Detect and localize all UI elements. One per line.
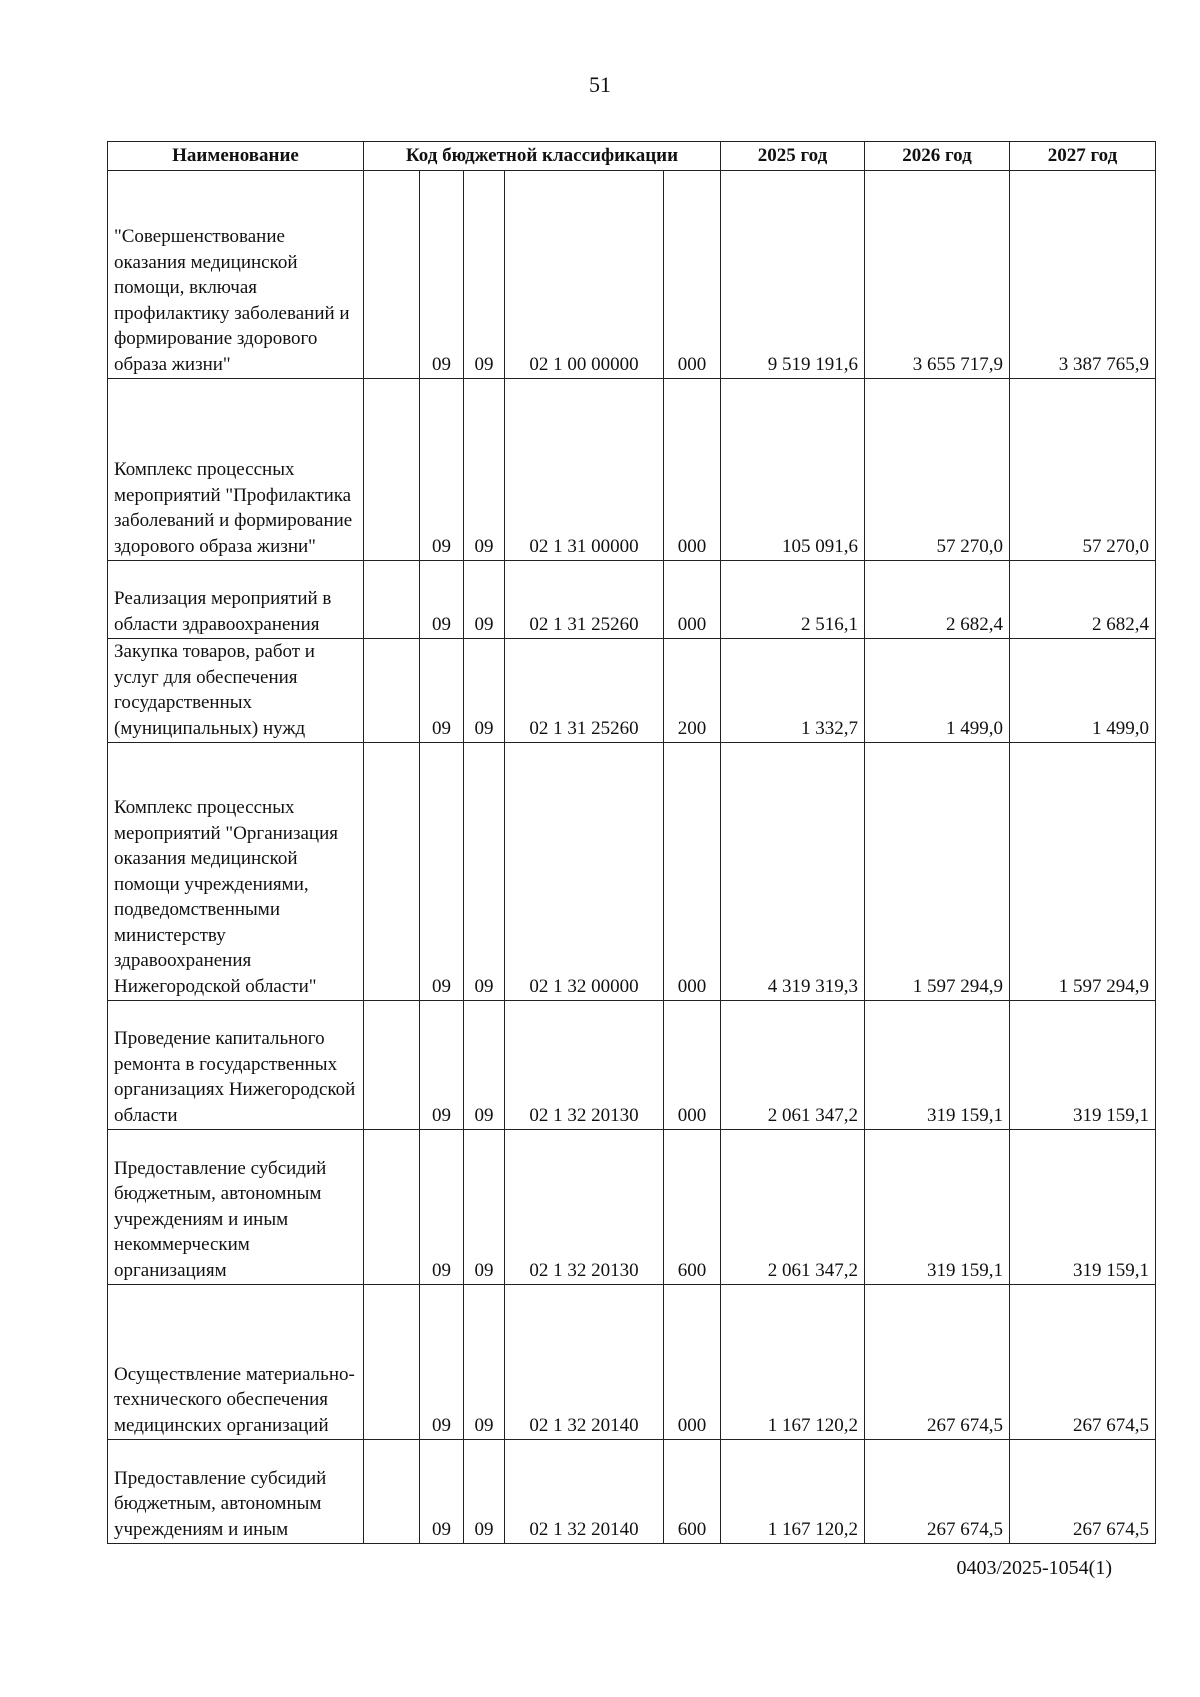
row-name: Предоставление субсидий бюджетным, автономным учреждениям и иным некоммерческим организациям xyxy=(108,1130,364,1285)
value-2027: 319 159,1 xyxy=(1010,1001,1156,1130)
row-name: Реализация мероприятий в области здравоохранения xyxy=(108,561,364,639)
table-body xyxy=(108,171,1156,1544)
code-subsection: 09 xyxy=(464,743,505,1001)
code-target: 02 1 32 20130 xyxy=(505,1130,664,1285)
header-2027: 2027 год xyxy=(1010,142,1156,171)
blank-cell xyxy=(364,379,420,561)
value-2025: 2 061 347,2 xyxy=(721,1130,865,1285)
table-row xyxy=(108,743,1156,1001)
value-2027: 267 674,5 xyxy=(1010,1440,1156,1544)
value-2026: 2 682,4 xyxy=(865,561,1010,639)
code-target: 02 1 32 20130 xyxy=(505,1001,664,1130)
value-2027: 3 387 765,9 xyxy=(1010,171,1156,379)
code-section: 09 xyxy=(420,1001,464,1130)
table-row xyxy=(108,561,1156,639)
code-section: 09 xyxy=(420,743,464,1001)
code-section: 09 xyxy=(420,171,464,379)
value-2027: 1 499,0 xyxy=(1010,639,1156,743)
value-2026: 3 655 717,9 xyxy=(865,171,1010,379)
code-target: 02 1 00 00000 xyxy=(505,171,664,379)
value-2025: 1 167 120,2 xyxy=(721,1285,865,1440)
row-name: Осуществление материально-технического обеспечения медицинских организаций xyxy=(108,1285,364,1440)
table-row xyxy=(108,379,1156,561)
table-row xyxy=(108,639,1156,743)
blank-cell xyxy=(364,561,420,639)
blank-cell xyxy=(364,1285,420,1440)
code-subsection: 09 xyxy=(464,1285,505,1440)
value-2025: 4 319 319,3 xyxy=(721,743,865,1001)
code-section: 09 xyxy=(420,1130,464,1285)
value-2025: 105 091,6 xyxy=(721,379,865,561)
row-name: Закупка товаров, работ и услуг для обеспечения государственных (муниципальных) нужд xyxy=(108,639,364,743)
row-name: "Совершенствование оказания медицинской помощи, включая профилактику заболеваний и формирование здорового образа жизни" xyxy=(108,171,364,379)
code-section: 09 xyxy=(420,561,464,639)
value-2026: 57 270,0 xyxy=(865,379,1010,561)
code-target: 02 1 31 00000 xyxy=(505,379,664,561)
code-subsection: 09 xyxy=(464,379,505,561)
budget-table xyxy=(107,141,1156,1544)
code-target: 02 1 32 20140 xyxy=(505,1440,664,1544)
header-name: Наименование xyxy=(108,142,364,171)
value-2027: 57 270,0 xyxy=(1010,379,1156,561)
document-code: 0403/2025-1054(1) xyxy=(956,1557,1112,1579)
header-code: Код бюджетной классификации xyxy=(364,142,721,171)
table-row xyxy=(108,1001,1156,1130)
value-2026: 1 499,0 xyxy=(865,639,1010,743)
code-section: 09 xyxy=(420,639,464,743)
table-row xyxy=(108,171,1156,379)
value-2025: 1 332,7 xyxy=(721,639,865,743)
row-name: Комплекс процессных мероприятий "Профилактика заболеваний и формирование здорового образа жизни" xyxy=(108,379,364,561)
code-subsection: 09 xyxy=(464,171,505,379)
code-subsection: 09 xyxy=(464,1001,505,1130)
blank-cell xyxy=(364,639,420,743)
code-section: 09 xyxy=(420,1285,464,1440)
code-subsection: 09 xyxy=(464,1440,505,1544)
table-header-row xyxy=(108,142,1156,171)
blank-cell xyxy=(364,743,420,1001)
blank-cell xyxy=(364,1001,420,1130)
value-2026: 267 674,5 xyxy=(865,1285,1010,1440)
code-expense-type: 000 xyxy=(664,1001,721,1130)
code-target: 02 1 31 25260 xyxy=(505,561,664,639)
page-number: 51 xyxy=(589,72,611,97)
table-row xyxy=(108,1130,1156,1285)
table-row xyxy=(108,1285,1156,1440)
code-expense-type: 000 xyxy=(664,379,721,561)
value-2026: 319 159,1 xyxy=(865,1130,1010,1285)
value-2025: 1 167 120,2 xyxy=(721,1440,865,1544)
value-2025: 9 519 191,6 xyxy=(721,171,865,379)
value-2026: 267 674,5 xyxy=(865,1440,1010,1544)
code-target: 02 1 31 25260 xyxy=(505,639,664,743)
blank-cell xyxy=(364,171,420,379)
header-2025: 2025 год xyxy=(721,142,865,171)
blank-cell xyxy=(364,1130,420,1285)
code-subsection: 09 xyxy=(464,561,505,639)
code-section: 09 xyxy=(420,1440,464,1544)
code-expense-type: 000 xyxy=(664,171,721,379)
value-2027: 319 159,1 xyxy=(1010,1130,1156,1285)
code-expense-type: 000 xyxy=(664,561,721,639)
table-row xyxy=(108,1440,1156,1544)
code-expense-type: 000 xyxy=(664,743,721,1001)
code-expense-type: 600 xyxy=(664,1130,721,1285)
code-subsection: 09 xyxy=(464,1130,505,1285)
header-2026: 2026 год xyxy=(865,142,1010,171)
code-section: 09 xyxy=(420,379,464,561)
code-expense-type: 600 xyxy=(664,1440,721,1544)
row-name: Проведение капитального ремонта в государственных организациях Нижегородской области xyxy=(108,1001,364,1130)
code-expense-type: 000 xyxy=(664,1285,721,1440)
code-expense-type: 200 xyxy=(664,639,721,743)
value-2027: 267 674,5 xyxy=(1010,1285,1156,1440)
value-2025: 2 061 347,2 xyxy=(721,1001,865,1130)
value-2027: 1 597 294,9 xyxy=(1010,743,1156,1001)
blank-cell xyxy=(364,1440,420,1544)
value-2026: 1 597 294,9 xyxy=(865,743,1010,1001)
row-name: Комплекс процессных мероприятий "Организация оказания медицинской помощи учреждениями, подведомственными министерству здравоохранения Нижегородской области" xyxy=(108,743,364,1001)
code-target: 02 1 32 00000 xyxy=(505,743,664,1001)
code-target: 02 1 32 20140 xyxy=(505,1285,664,1440)
row-name: Предоставление субсидий бюджетным, автономным учреждениям и иным xyxy=(108,1440,364,1544)
value-2025: 2 516,1 xyxy=(721,561,865,639)
value-2026: 319 159,1 xyxy=(865,1001,1010,1130)
value-2027: 2 682,4 xyxy=(1010,561,1156,639)
code-subsection: 09 xyxy=(464,639,505,743)
